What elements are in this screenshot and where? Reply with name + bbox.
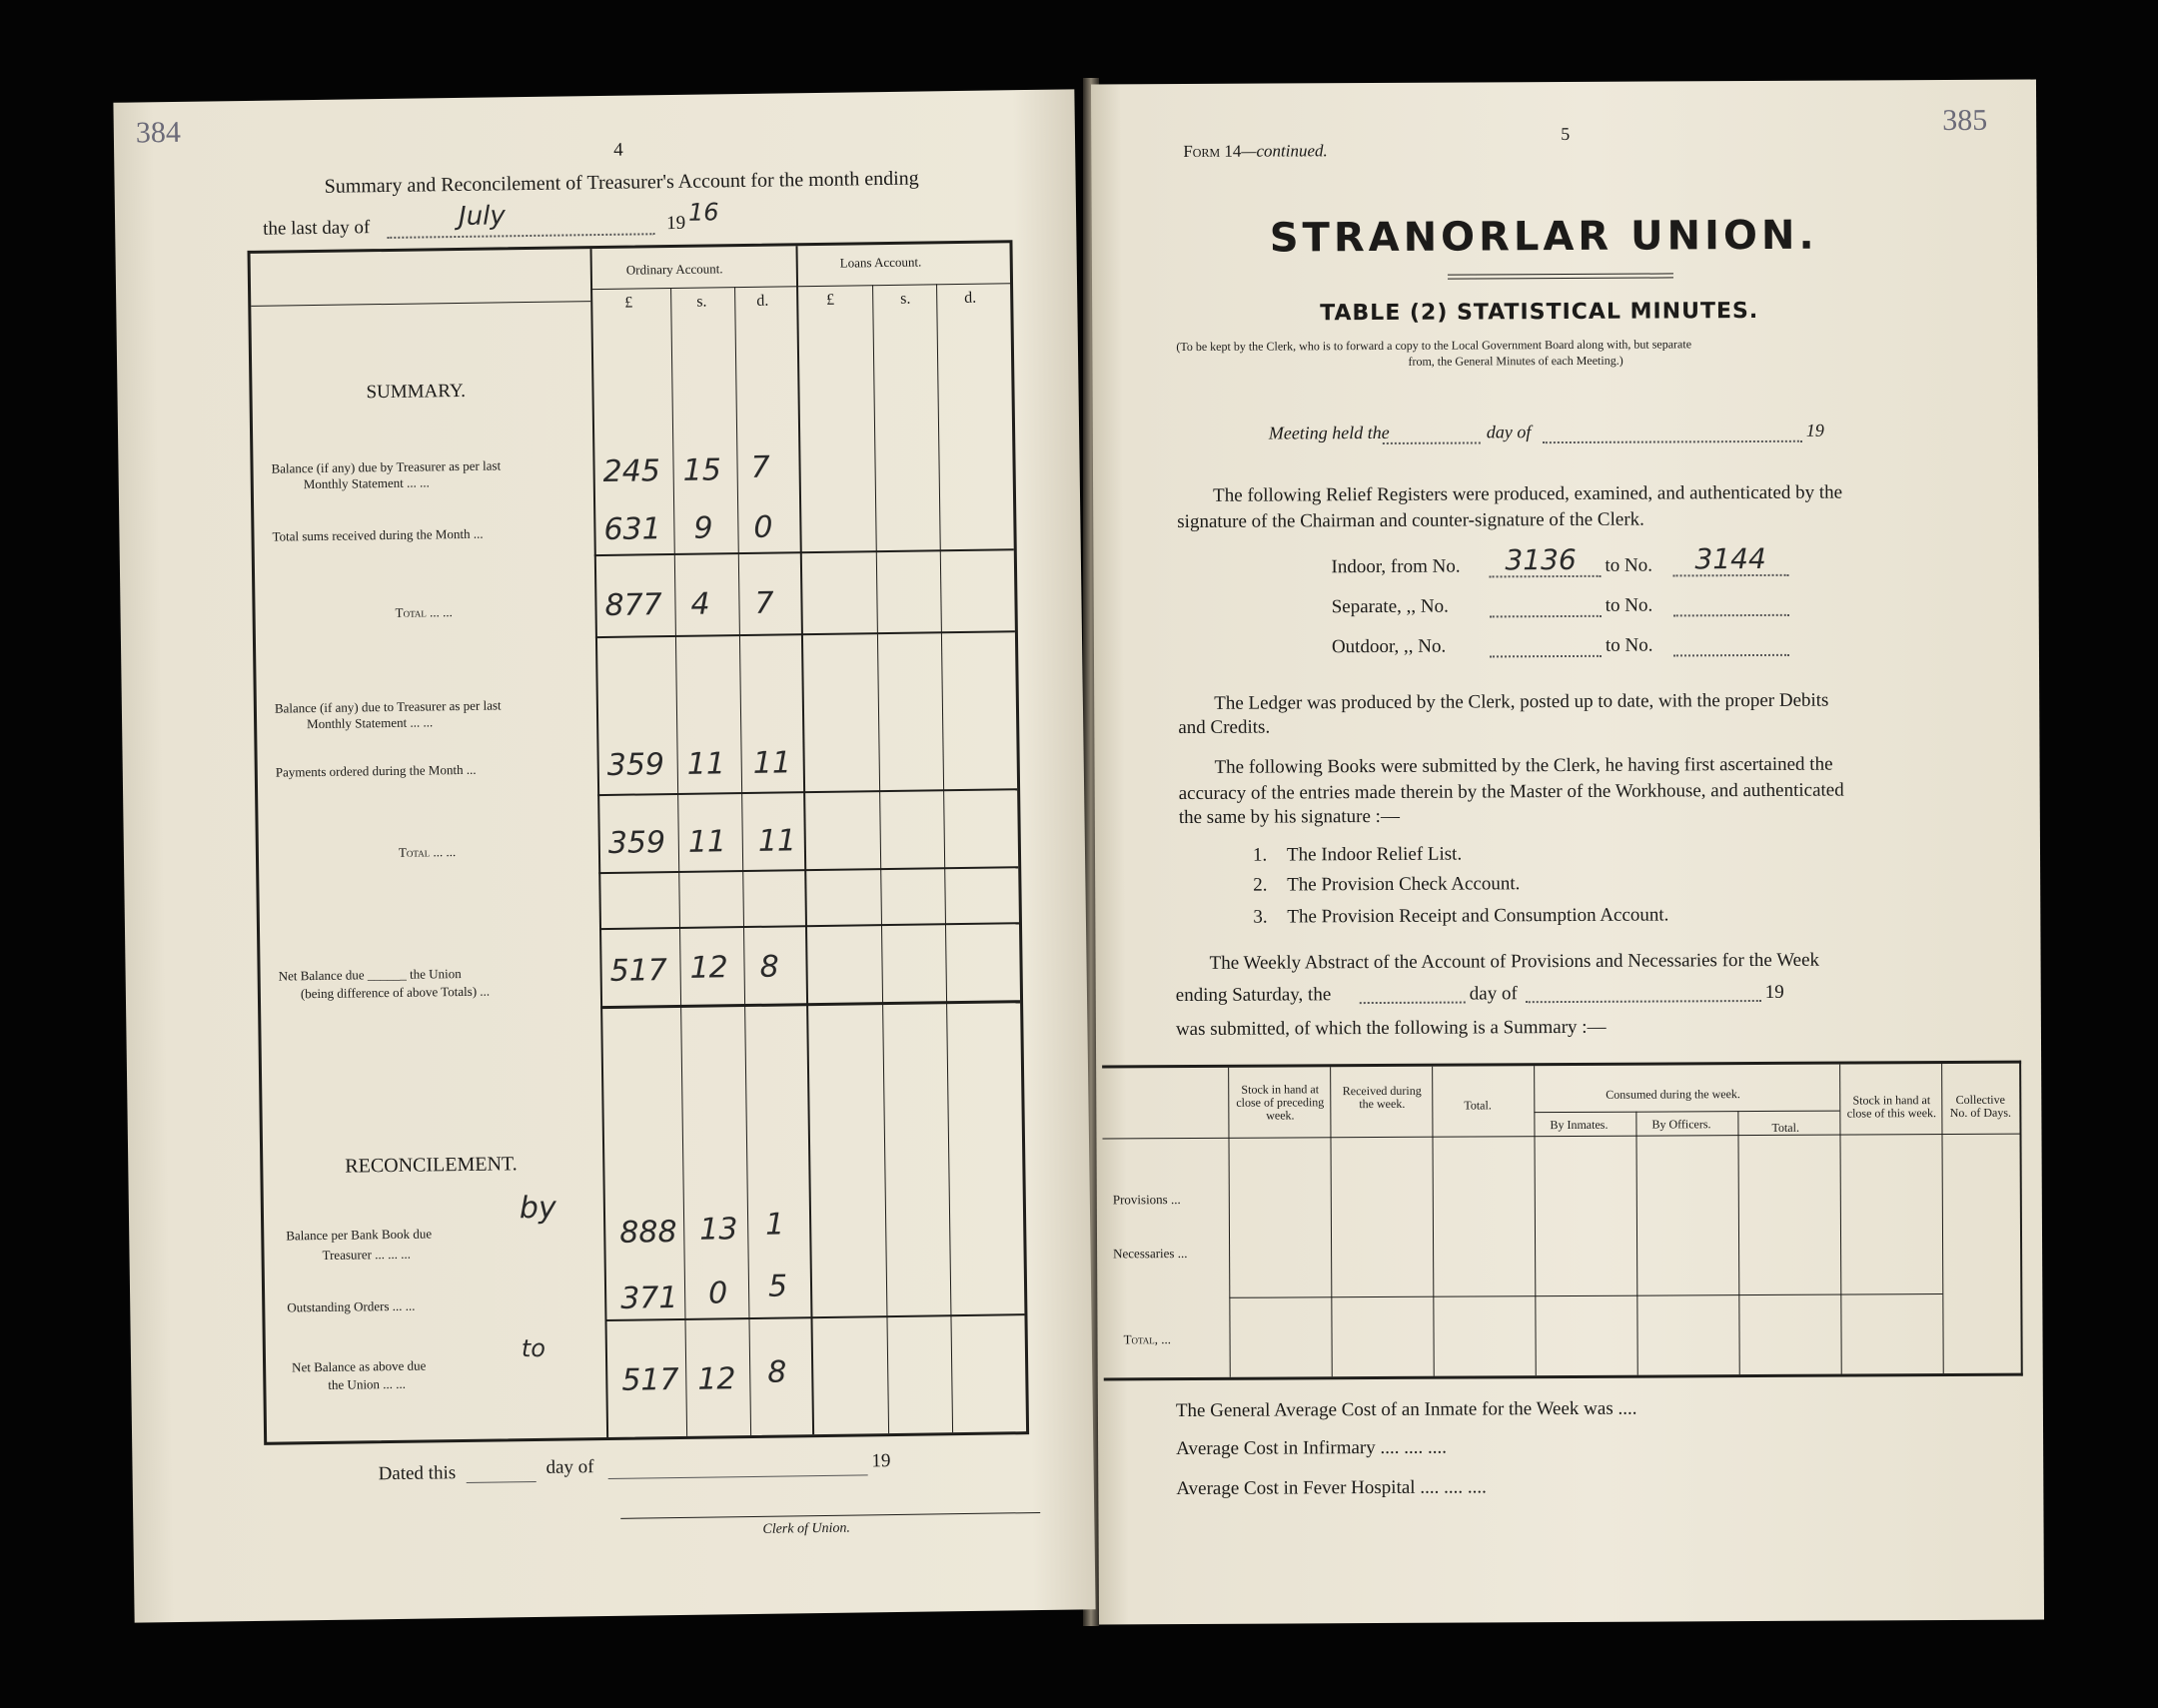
cell-pence: 8: [759, 949, 779, 985]
cell-pence: 11: [757, 823, 797, 859]
recon-hand-to: to: [521, 1333, 546, 1363]
meeting-day-blank: [1383, 441, 1481, 444]
loan-pence-header: d.: [964, 289, 977, 307]
week-month-blank: [1526, 1000, 1761, 1003]
row-label-cont: Monthly Statement ... ...: [307, 714, 434, 732]
cell-pound: 359: [606, 747, 665, 783]
indoor-to-label: to No.: [1605, 554, 1653, 576]
cell-shilling: 15: [682, 452, 722, 488]
dated-day-of: day of: [545, 1456, 594, 1478]
para4-line3: was submitted, of which the following is a Summary :—: [1175, 1016, 1607, 1041]
cell-shilling: 11: [686, 746, 726, 782]
row-label: Payments ordered during the Month ...: [275, 761, 477, 780]
hdr-consumed-total: Total.: [1771, 1120, 1799, 1135]
cell-pound: 245: [602, 453, 661, 489]
separate-from-blank: [1490, 615, 1602, 618]
loans-account-header: Loans Account.: [839, 254, 922, 271]
para3-line3: the same by his signature :—: [1178, 805, 1400, 829]
week-day-blank: [1360, 1002, 1466, 1005]
hdr-total: Total.: [1464, 1098, 1492, 1113]
cost-line1: The General Average Cost of an Inmate for the Week was ....: [1175, 1397, 1637, 1422]
cell-shilling: 12: [689, 950, 729, 986]
table-subtitle: TABLE (2) STATISTICAL MINUTES.: [1320, 298, 1759, 327]
row-label: Balance (if any) due to Treasurer as per last: [274, 697, 502, 716]
cell-pound: 517: [621, 1362, 679, 1398]
cost-line2: Average Cost in Infirmary .... .... ....: [1176, 1436, 1448, 1460]
left-heading-prefix: the last day of: [263, 217, 371, 240]
book-text: The Indoor Relief List.: [1286, 843, 1463, 866]
cell-shilling: 0: [707, 1276, 728, 1311]
hdr-stock-close: Stock in hand at close of this week.: [1846, 1093, 1937, 1121]
book-text: The Provision Receipt and Consumption Account.: [1287, 904, 1669, 928]
ord-pound-header: £: [624, 294, 633, 312]
form-label-text: Form 14: [1183, 141, 1242, 162]
para4-line2a: ending Saturday, the: [1175, 984, 1332, 1007]
outdoor-from-blank: [1490, 655, 1602, 658]
cell-pound: 371: [619, 1281, 678, 1316]
indoor-to-value: 3144: [1694, 541, 1766, 576]
hdr-stock-prev: Stock in hand at close of preceding week.: [1236, 1082, 1325, 1123]
book-text: The Provision Check Account.: [1287, 873, 1521, 896]
cell-shilling: 11: [687, 824, 727, 860]
loan-shilling-header: s.: [900, 290, 911, 308]
left-folio: 384: [135, 115, 182, 150]
cell-pence: 0: [753, 509, 773, 545]
dated-this: Dated this: [378, 1462, 457, 1485]
row-total: Total, ...: [1123, 1331, 1172, 1347]
cell-shilling: 12: [697, 1361, 736, 1397]
para4-line2c: 19: [1764, 981, 1784, 1003]
row-label: Balance (if any) due by Treasurer as per last: [271, 457, 502, 476]
cell-pound: 631: [603, 511, 661, 547]
treasurer-account-table: [248, 240, 1030, 1445]
year-handwritten: 16: [687, 198, 719, 227]
cell-pound: 359: [607, 825, 666, 861]
indoor-label: Indoor, from No.: [1331, 555, 1461, 578]
separate-to-label: to No.: [1605, 594, 1653, 616]
row-label: Total sums received during the Month ...: [272, 525, 484, 544]
dated-19: 19: [871, 1450, 891, 1472]
year-printed: 19: [666, 212, 686, 235]
row-necessaries: Necessaries ...: [1113, 1245, 1188, 1262]
recon-label: Balance per Bank Book due: [286, 1226, 433, 1244]
hdr-collective: Collective No. of Days.: [1949, 1092, 2012, 1120]
clerk-of-union: Clerk of Union.: [762, 1520, 851, 1537]
meeting-month-blank: [1543, 440, 1802, 443]
summary-heading: SUMMARY.: [366, 380, 467, 404]
ordinary-account-header: Ordinary Account.: [625, 261, 723, 278]
outdoor-label: Outdoor, ,, No.: [1331, 635, 1447, 658]
hdr-by-officers: By Officers.: [1651, 1117, 1711, 1132]
right-page-number: 5: [1561, 123, 1571, 145]
row-label-cont: Monthly Statement ... ...: [303, 474, 430, 492]
cell-pound: 517: [609, 953, 668, 989]
cell-shilling: 4: [690, 586, 710, 622]
month-handwritten: July: [458, 201, 507, 232]
cell-shilling: 9: [693, 510, 713, 546]
cell-pence: 7: [754, 585, 774, 621]
provisions-summary-table: [1102, 1061, 2023, 1381]
reconcilement-heading: RECONCILEMENT.: [345, 1153, 518, 1178]
ord-shilling-header: s.: [696, 293, 707, 311]
month-blank: [387, 233, 654, 239]
left-heading-line1: Summary and Reconcilement of Treasurer's Account for the month ending: [324, 167, 919, 198]
recon-label: Outstanding Orders ... ...: [287, 1297, 416, 1315]
note-line1: (To be kept by the Clerk, who is to forward a copy to the Local Government Board along with, but separate: [1176, 337, 1692, 355]
outdoor-to-label: to No.: [1605, 634, 1653, 656]
recon-hand-by: by: [519, 1190, 556, 1227]
net-balance-label-cont: (being difference of above Totals) ...: [300, 983, 491, 1002]
form-continued: —continued.: [1241, 141, 1328, 161]
left-page-number: 4: [612, 139, 623, 161]
loan-pound-header: £: [826, 291, 835, 309]
total-label: Total ... ...: [395, 604, 453, 620]
left-page: [113, 89, 1095, 1622]
separate-to-blank: [1673, 614, 1789, 617]
para1-line2: signature of the Chairman and counter-signature of the Clerk.: [1177, 508, 1644, 533]
row-provisions: Provisions ...: [1112, 1192, 1181, 1208]
para3-line1: The following Books were submitted by the Clerk, he having first ascertained the: [1214, 753, 1833, 778]
cell-pence: 8: [766, 1354, 787, 1390]
para2-line2: and Credits.: [1178, 716, 1271, 739]
cell-pound: 877: [604, 587, 663, 623]
book-num: 3.: [1253, 906, 1268, 928]
cell-pence: 11: [752, 745, 792, 781]
cell-pound: 888: [619, 1215, 677, 1251]
hdr-consumed: Consumed during the week.: [1606, 1087, 1740, 1102]
hdr-received: Received during the week.: [1342, 1083, 1422, 1112]
para1-line1: The following Relief Registers were produced, examined, and authenticated by the: [1213, 481, 1843, 506]
right-folio: 385: [1942, 103, 1988, 138]
note-line2: from, the General Minutes of each Meeting.): [1408, 353, 1623, 369]
cell-pence: 7: [750, 449, 770, 485]
hdr-by-inmates: By Inmates.: [1550, 1117, 1609, 1133]
dated-blank: [467, 1481, 537, 1483]
form-label: [1183, 141, 1328, 162]
outdoor-to-blank: [1673, 654, 1789, 657]
meeting-held: Meeting held the: [1268, 422, 1390, 443]
para3-line2: accuracy of the entries made therein by the Master of the Workhouse, and authenticated: [1178, 779, 1844, 805]
total-label: Total ... ...: [398, 844, 457, 860]
ord-pence-header: d.: [756, 292, 769, 310]
union-title: STRANORLAR UNION.: [1269, 212, 1818, 262]
meeting-day-of: day of: [1486, 422, 1532, 442]
book-num: 1.: [1252, 844, 1268, 866]
indoor-from-value: 3136: [1505, 542, 1577, 577]
book-num: 2.: [1253, 874, 1268, 896]
meeting-19: 19: [1805, 420, 1824, 440]
cell-shilling: 13: [698, 1212, 738, 1248]
dated-month-blank: [608, 1474, 868, 1479]
para2-line1: The Ledger was produced by the Clerk, posted up to date, with the proper Debits: [1214, 689, 1829, 714]
recon-label-cont: Treasurer ... ... ...: [322, 1246, 411, 1263]
para4-line2b: day of: [1469, 983, 1518, 1005]
recon-label-cont: the Union ... ...: [328, 1375, 407, 1392]
recon-label: Net Balance as above due: [292, 1357, 427, 1375]
para4-line1: The Weekly Abstract of the Account of Provisions and Necessaries for the Week: [1209, 949, 1820, 974]
cell-pence: 1: [764, 1207, 785, 1243]
cell-pence: 5: [767, 1269, 788, 1304]
right-page: [1091, 80, 2044, 1625]
cost-line3: Average Cost in Fever Hospital .... .... ....: [1176, 1476, 1487, 1500]
net-balance-label: Net Balance due ______ the Union: [278, 966, 462, 984]
separate-label: Separate, ,, No.: [1331, 595, 1449, 618]
